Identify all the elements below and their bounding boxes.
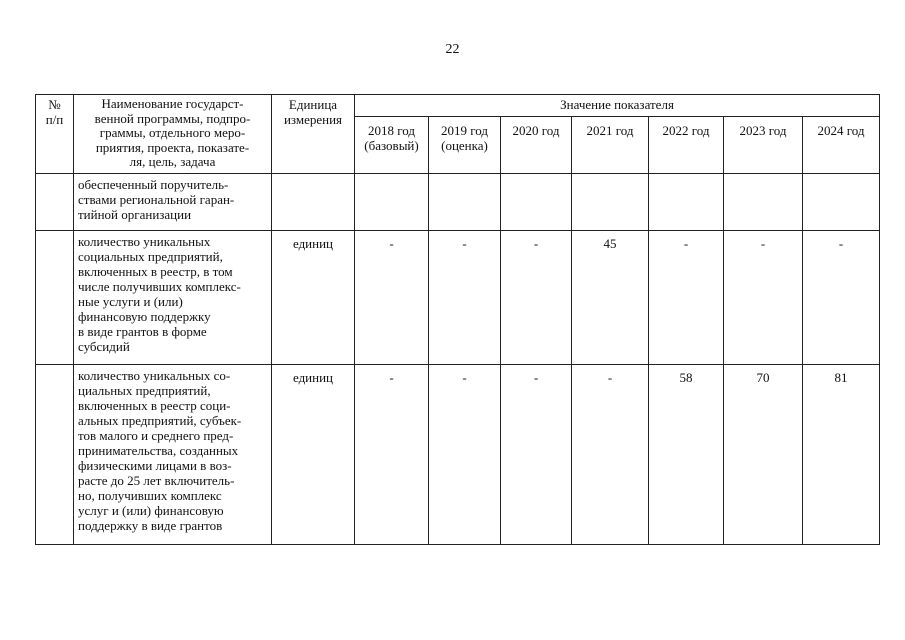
row-value-2019: - — [429, 364, 501, 544]
row-value-2024 — [803, 173, 880, 230]
row-value-2019: - — [429, 230, 501, 364]
header-year-2024: 2024 год — [803, 117, 880, 174]
header-year-2021: 2021 год — [572, 117, 649, 174]
page-number: 22 — [445, 42, 460, 57]
header-name-text: Наименование государст- венной программы, подпро- граммы, отдельного меро- приятия, проекта, показате- ля, цель, задача — [94, 96, 251, 169]
row-value-2020 — [501, 173, 572, 230]
row-name: обеспеченный поручитель- ствами региональной гаран- тийной организации — [74, 173, 272, 230]
table-row — [36, 173, 880, 230]
header-values-group: Значение показателя — [355, 95, 880, 117]
header-year-2023: 2023 год — [724, 117, 803, 174]
row-value-2021: - — [572, 364, 649, 544]
row-value-2022 — [649, 173, 724, 230]
header-unit — [272, 95, 355, 174]
header-name — [74, 95, 272, 174]
row-value-2024: - — [803, 230, 880, 364]
row-value-2021: 45 — [572, 230, 649, 364]
row-unit: единиц — [272, 364, 355, 544]
row-value-2023: 70 — [724, 364, 803, 544]
header-year-2018: 2018 год (базовый) — [355, 117, 429, 174]
row-value-2023: - — [724, 230, 803, 364]
row-value-2022: 58 — [649, 364, 724, 544]
row-value-2020: - — [501, 364, 572, 544]
row-value-2021 — [572, 173, 649, 230]
row-name: количество уникальных со- циальных предприятий, включенных в реестр соци- альных предприятий, субъек- тов малого и среднего пред- принимательства, созданных физическими лицами в воз- расте до 25 лет включитель- но, получивших комплекс услуг и (или) финансовую поддержку в виде грантов — [74, 364, 272, 544]
header-year-2019: 2019 год (оценка) — [429, 117, 501, 174]
header-year-2022: 2022 год — [649, 117, 724, 174]
row-unit: единиц — [272, 230, 355, 364]
header-num-text: № п/п — [45, 97, 64, 127]
header-row — [36, 95, 880, 117]
row-value-2022: - — [649, 230, 724, 364]
row-name: количество уникальных социальных предприятий, включенных в реестр, в том числе получивших комплекс- ные услуги и (или) финансовую поддержку в виде грантов в форме субсидий — [74, 230, 272, 364]
row-value-2024: 81 — [803, 364, 880, 544]
row-value-2020: - — [501, 230, 572, 364]
row-value-2018 — [355, 173, 429, 230]
row-num — [36, 230, 74, 364]
table-row — [36, 230, 880, 364]
row-num — [36, 173, 74, 230]
indicator-table — [35, 94, 880, 545]
row-num — [36, 364, 74, 544]
row-value-2019 — [429, 173, 501, 230]
header-unit-text: Единица измерения — [283, 97, 343, 127]
row-unit — [272, 173, 355, 230]
row-value-2018: - — [355, 230, 429, 364]
header-year-2020: 2020 год — [501, 117, 572, 174]
row-value-2023 — [724, 173, 803, 230]
row-value-2018: - — [355, 364, 429, 544]
header-num — [36, 95, 74, 174]
table-row — [36, 364, 880, 544]
